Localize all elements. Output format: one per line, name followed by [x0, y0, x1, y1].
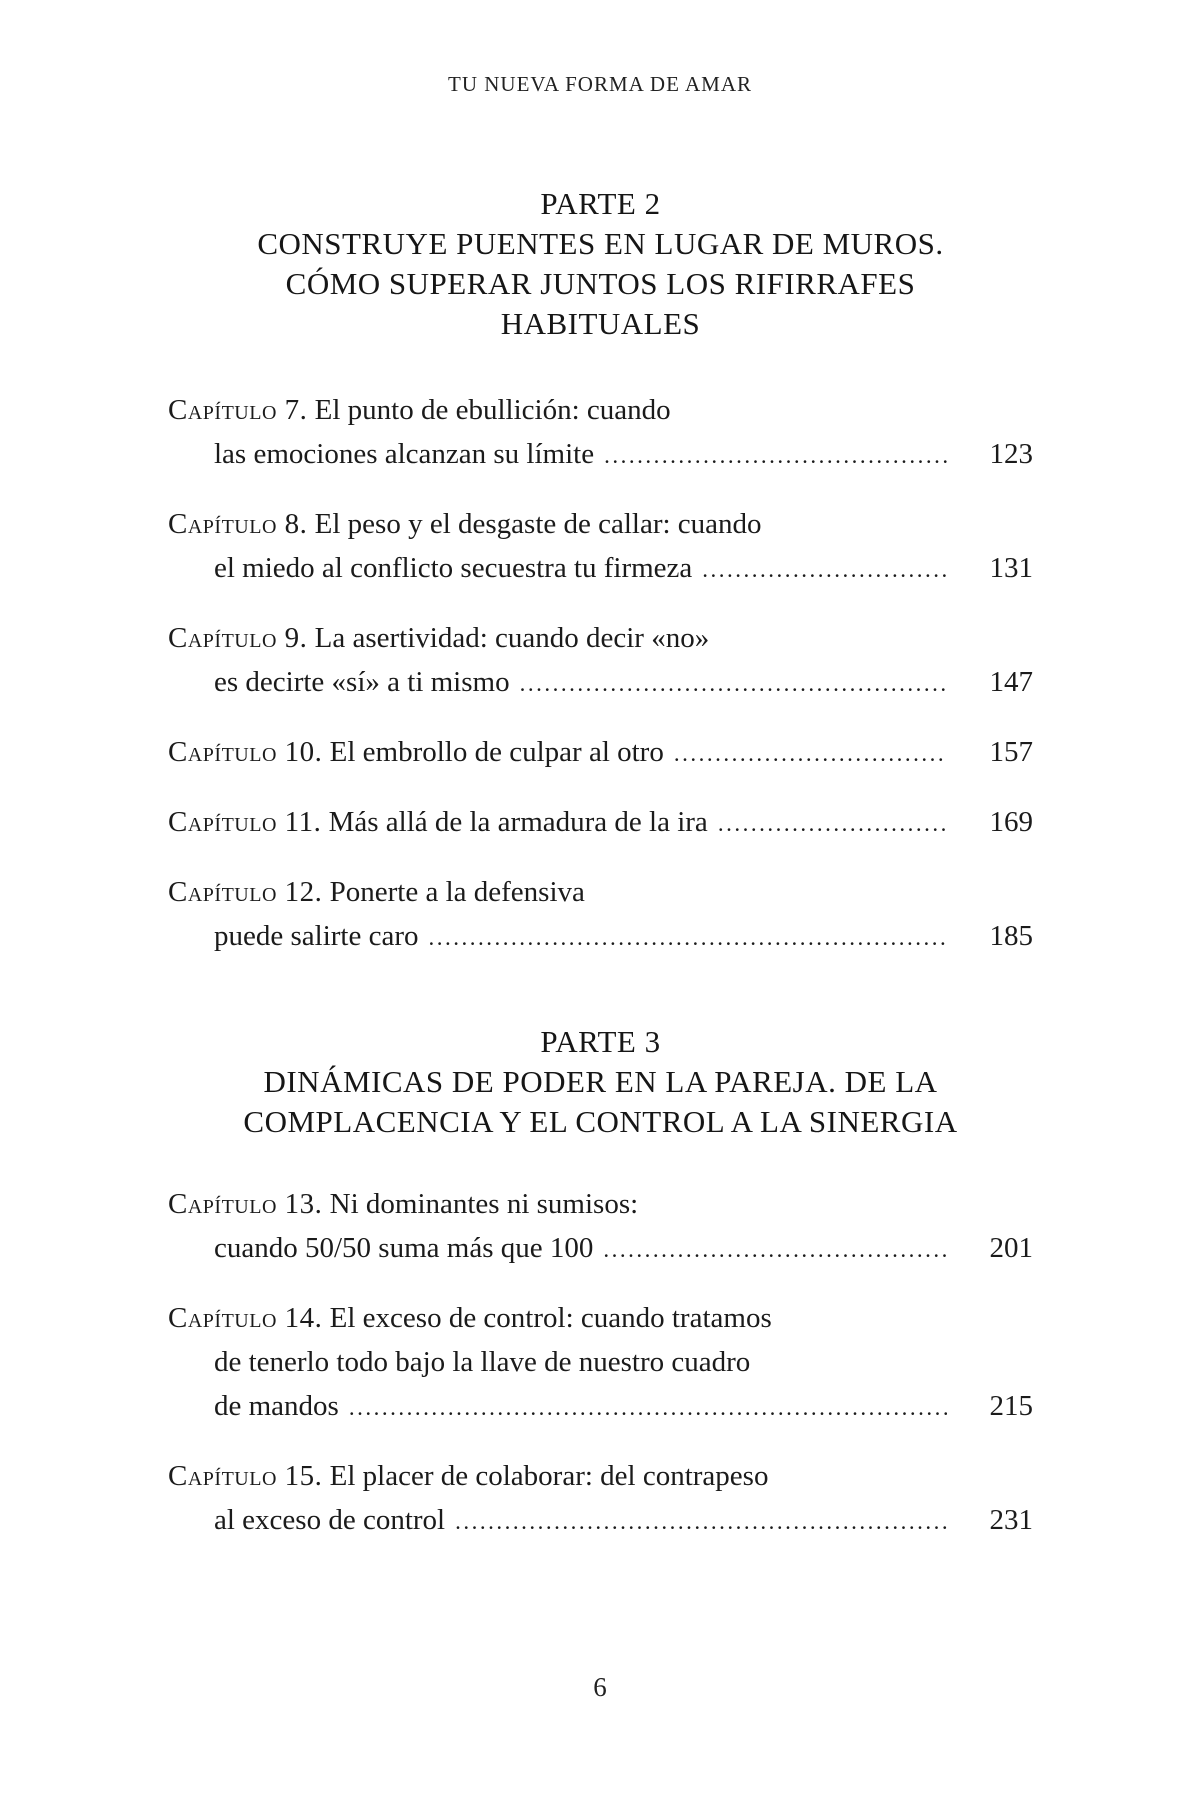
chapter-title-continuation: puede salirte caro	[214, 920, 419, 952]
dot-leader	[604, 434, 947, 478]
part-2-kicker: PARTE 2	[540, 186, 661, 221]
page-ref: 215	[989, 1390, 1033, 1422]
dot-leader	[455, 1500, 947, 1544]
chapter-title-continuation: cuando 50/50 suma más que 100	[214, 1232, 594, 1264]
toc-entry-line	[168, 388, 1033, 432]
page-ref: 157	[989, 736, 1033, 768]
toc-entry-chapter-8	[168, 502, 1033, 592]
toc-entry-chapter-9	[168, 616, 1033, 706]
dot-leader	[674, 732, 947, 776]
dot-leader	[349, 1386, 947, 1430]
part-3-entries	[168, 1182, 1033, 1544]
part-2-title-line: CÓMO SUPERAR JUNTOS LOS RIFIRRAFES	[285, 266, 916, 301]
chapter-title: El punto de ebullición: cuando	[314, 394, 671, 426]
page-ref: 231	[989, 1504, 1033, 1536]
page-ref: 169	[989, 806, 1033, 838]
page-ref: 131	[989, 552, 1033, 584]
dot-leader	[718, 802, 947, 846]
toc-entry-chapter-7	[168, 388, 1033, 478]
running-header: TU NUEVA FORMA DE AMAR	[448, 72, 752, 96]
dot-leader	[429, 916, 947, 960]
chapter-title-continuation: al exceso de control	[214, 1504, 446, 1536]
toc-entry-line	[168, 1384, 1033, 1430]
chapter-title: Ponerte a la defensiva	[329, 876, 585, 908]
chapter-title: Más allá de la armadura de la ira	[328, 806, 708, 838]
part-3-title-line: COMPLACENCIA Y EL CONTROL A LA SINERGIA	[243, 1104, 958, 1139]
table-of-contents	[168, 184, 1033, 1544]
toc-entry-line	[168, 730, 1033, 776]
page-number: 6	[593, 1672, 607, 1702]
toc-entry-chapter-13	[168, 1182, 1033, 1272]
toc-entry-line	[168, 1498, 1033, 1544]
toc-entry-chapter-12	[168, 870, 1033, 960]
chapter-label: Capítulo 11.	[168, 806, 322, 838]
toc-entry-line	[168, 660, 1033, 706]
toc-entry-line	[168, 1454, 1033, 1498]
dot-leader	[520, 662, 947, 706]
chapter-label: Capítulo 13.	[168, 1188, 323, 1220]
chapter-label: Capítulo 10.	[168, 736, 323, 768]
chapter-title-continuation: de tenerlo todo bajo la llave de nuestro cuadro	[214, 1346, 751, 1378]
toc-entry-chapter-10	[168, 730, 1033, 776]
chapter-label: Capítulo 15.	[168, 1460, 323, 1492]
chapter-title: Ni dominantes ni sumisos:	[329, 1188, 639, 1220]
toc-entry-line	[168, 1296, 1033, 1340]
dot-leader	[702, 548, 947, 592]
toc-entry-line	[168, 546, 1033, 592]
chapter-title: La asertividad: cuando decir «no»	[314, 622, 710, 654]
part-2-entries	[168, 388, 1033, 960]
page-ref: 185	[989, 920, 1033, 952]
chapter-label: Capítulo 9.	[168, 622, 308, 654]
page-ref: 201	[989, 1232, 1033, 1264]
chapter-title-continuation: las emociones alcanzan su límite	[214, 438, 595, 470]
book-page	[0, 72, 1200, 1810]
chapter-label: Capítulo 12.	[168, 876, 323, 908]
part-2-title-line: CONSTRUYE PUENTES EN LUGAR DE MUROS.	[257, 226, 944, 261]
toc-entry-chapter-14	[168, 1296, 1033, 1430]
toc-entry-line	[168, 914, 1033, 960]
toc-entry-line	[168, 870, 1033, 914]
part-2-heading	[168, 184, 1033, 344]
chapter-label: Capítulo 7.	[168, 394, 308, 426]
chapter-title-continuation: el miedo al conflicto secuestra tu firmeza	[214, 552, 693, 584]
chapter-label: Capítulo 14.	[168, 1302, 323, 1334]
page-ref: 123	[989, 438, 1033, 470]
chapter-title-continuation: es decirte «sí» a ti mismo	[214, 666, 510, 698]
toc-entry-line	[168, 502, 1033, 546]
chapter-title: El exceso de control: cuando tratamos	[329, 1302, 772, 1334]
toc-entry-chapter-15	[168, 1454, 1033, 1544]
part-3-heading	[168, 1022, 1033, 1142]
chapter-title: El embrollo de culpar al otro	[329, 736, 664, 768]
toc-entry-line	[168, 1340, 1033, 1384]
toc-entry-line	[168, 1226, 1033, 1272]
toc-entry-chapter-11	[168, 800, 1033, 846]
toc-entry-line	[168, 800, 1033, 846]
part-2-title-line: HABITUALES	[500, 306, 701, 341]
chapter-title-continuation: de mandos	[214, 1390, 339, 1422]
toc-entry-line	[168, 432, 1033, 478]
chapter-label: Capítulo 8.	[168, 508, 308, 540]
chapter-title: El placer de colaborar: del contrapeso	[329, 1460, 769, 1492]
page-ref: 147	[989, 666, 1033, 698]
toc-entry-line	[168, 1182, 1033, 1226]
part-3-kicker: PARTE 3	[540, 1024, 661, 1059]
part-3-title-line: DINÁMICAS DE PODER EN LA PAREJA. DE LA	[263, 1064, 938, 1099]
chapter-title: El peso y el desgaste de callar: cuando	[314, 508, 762, 540]
dot-leader	[603, 1228, 947, 1272]
toc-entry-line	[168, 616, 1033, 660]
